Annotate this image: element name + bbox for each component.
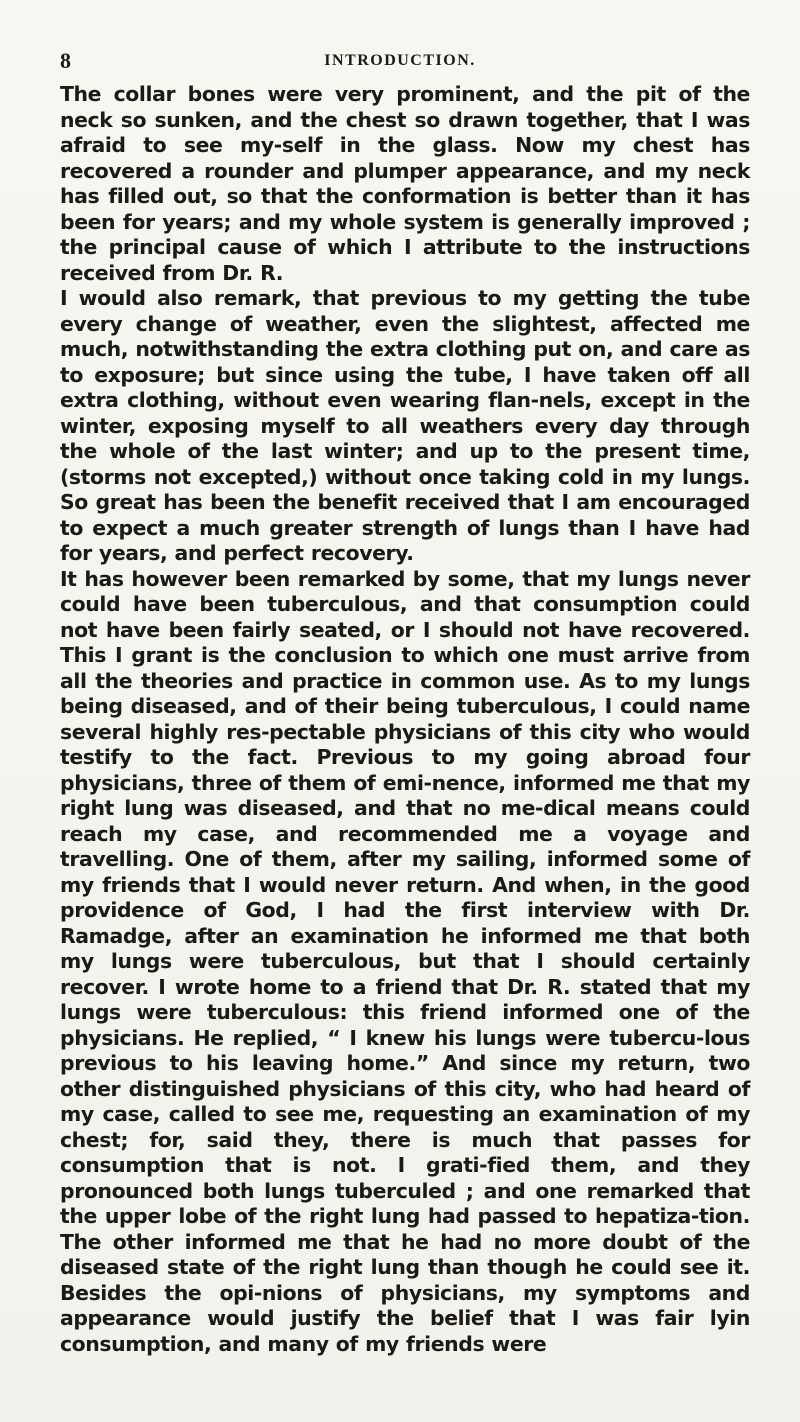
paragraph-weather-changes: I would also remark, that previous to my getting the tube every change of weather, even the slightest, affected me much, notwithstanding the extra clothing put on, and care as to exposure; but since using the tube, I have taken off all extra clothing, without even wearing flan-nels, except in the winter, exposing myself to all weathers every day through the whole of the last winter; and up to the present time, (storms not excepted,) without once taking cold in my lungs. So great has been the benefit received that I am encouraged to expect a much greater strength of lungs than I have had for years, and perfect recovery. (60, 286, 750, 565)
running-head (60, 46, 740, 76)
paragraph-collar-bones: The collar bones were very prominent, and the pit of the neck so sunken, and the chest so drawn together, that I was afraid to see my-self in the glass. Now my chest has recovered a rounder and plumper appearance, and my neck has filled out, so that the conformation is better than it has been for years; and my whole system is generally improved ; the principal cause of which I attribute to the instructions received from Dr. R. (60, 82, 750, 285)
running-title: INTRODUCTION. (324, 52, 476, 69)
page-number: 8 (60, 48, 71, 73)
paragraph-tuberculous-lungs: It has however been remarked by some, that my lungs never could have been tuberculous, and that consumption could not have been fairly seated, or I should not have recovered. This I grant is the conclusion to which one must arrive from all the theories and practice in common use. As to my lungs being diseased, and of their being tuberculous, I could name several highly res-pectable physicians of this city who would testify to the fact. Previous to my going abroad four physicians, three of them of emi-nence, informed me that my right lung was diseased, and that no me-dical means could reach my case, and recommended me a voyage and travelling. One of them, after my sailing, informed some of my friends that I would never return. And when, in the good providence of God, I had the first interview with Dr. Ramadge, after an examination he informed me that both my lungs were tuberculous, but that I should certainly recover. I wrote home to a friend that Dr. R. stated that my lungs were tuberculous: this friend informed one of the physicians. He replied, “ I knew his lungs were tubercu-lous previous to his leaving home.” And since my return, two other distinguished physicians of this city, who had heard of my case, called to see me, requesting an examination of my chest; for, said they, there is much that passes for consumption that is not. I grati-fied them, and they pronounced both lungs tuberculed ; and one remarked that the upper lobe of the right lung had passed to hepatiza-tion. The other informed me that he had no more doubt of the diseased state of the right lung than though he could see it. Besides the opi-nions of physicians, my symptoms and appearance would justify the belief that I was fair lyin consumption, and many of my friends were (60, 566, 750, 1356)
body-text (60, 82, 750, 1357)
